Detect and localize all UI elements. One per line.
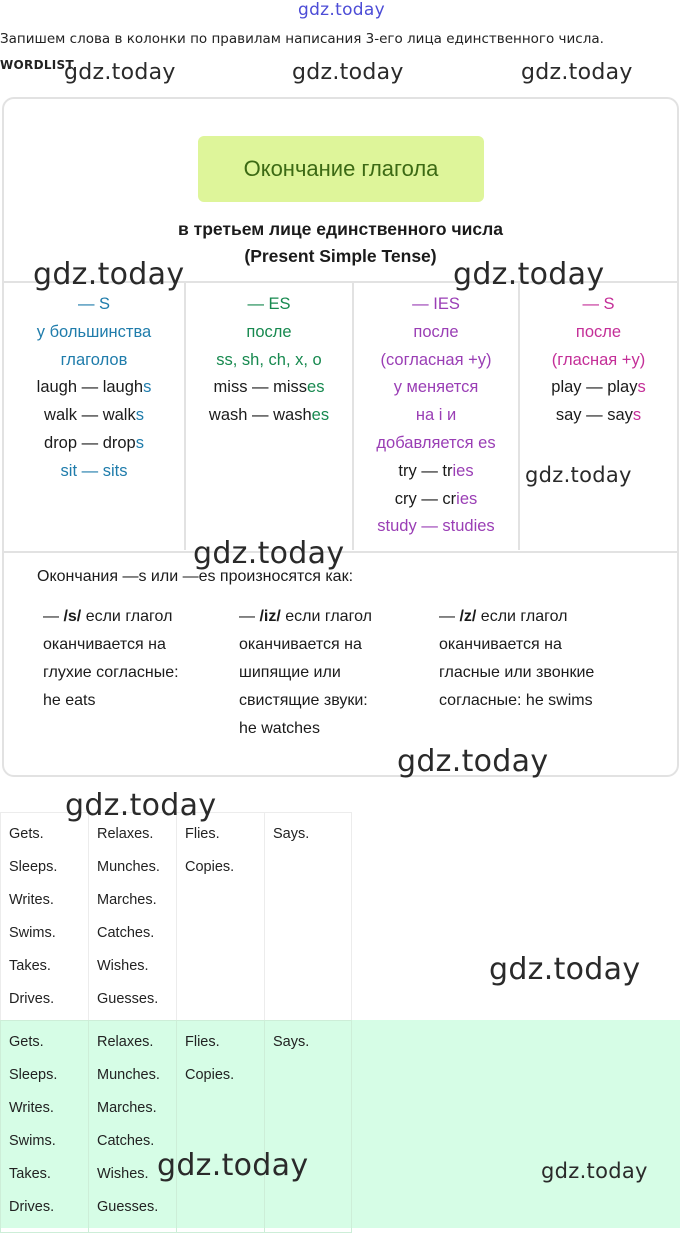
rule-text: s — [135, 406, 144, 425]
rule-text: (согласная +у) — [380, 350, 492, 369]
word-cell: Drives. — [9, 991, 55, 1007]
rule-text: walk — walk — [44, 406, 136, 425]
word-cell: Swims. — [9, 925, 56, 941]
rule-text: добавляется es — [376, 433, 496, 452]
pronunciation-heading: Окончания —s или —es произносятся как: — [37, 568, 354, 585]
word-table-answer — [0, 1020, 352, 1233]
word-cell: Writes. — [9, 892, 54, 908]
rule-text: study — studies — [377, 517, 495, 536]
word-cell: Copies. — [185, 1067, 235, 1083]
rule-line — [4, 430, 184, 458]
pronunciation-line: оканчивается на — [43, 636, 166, 653]
word-cell: Swims. — [9, 1133, 56, 1149]
rule-line — [354, 319, 518, 347]
word-column-ies — [177, 813, 265, 1025]
rule-line — [186, 402, 352, 430]
rule-line — [354, 486, 518, 514]
rule-line — [4, 458, 184, 486]
word-column-s — [1, 813, 89, 1025]
word-column-ies — [177, 1021, 265, 1233]
rule-text: на i и — [415, 406, 457, 425]
rule-line — [4, 402, 184, 430]
word-column-s — [1, 1021, 89, 1233]
rule-line — [186, 319, 352, 347]
word-column-s-vowel — [265, 1021, 352, 1233]
word-cell: Says. — [273, 1034, 310, 1050]
rule-text: es — [311, 406, 330, 425]
pronunciation-line: he watches — [239, 720, 320, 737]
rule-line — [354, 374, 518, 402]
rule-line — [354, 430, 518, 458]
rule-text: s — [135, 433, 144, 452]
rule-text: — S — [77, 295, 111, 313]
pronunciation-z — [439, 603, 594, 715]
pronunciation-s — [43, 603, 179, 715]
rule-text: laugh — laugh — [36, 378, 144, 397]
rule-line — [520, 291, 677, 319]
rule-line — [186, 347, 352, 375]
word-column-es — [89, 813, 177, 1025]
intro-text: Запишем слова в колонки по правилам написания 3-его лица единственного числа. — [0, 31, 604, 47]
word-cell: Marches. — [97, 1100, 157, 1116]
rule-text: say — say — [555, 406, 633, 425]
pronunciation-line: шипящие или — [239, 664, 341, 681]
wordlist-label: WORDLIST — [0, 58, 74, 72]
rule-text: глаголов — [60, 350, 128, 369]
rule-text: у меняется — [393, 378, 479, 397]
pronunciation-line: согласные: he swims — [439, 692, 593, 709]
word-cell: Flies. — [185, 826, 220, 842]
watermark: gdz.today — [525, 463, 632, 487]
rule-line — [520, 374, 677, 402]
word-cell: Gets. — [9, 1034, 44, 1050]
word-column-es — [89, 1021, 177, 1233]
rule-line — [186, 374, 352, 402]
word-cell: Copies. — [185, 859, 235, 875]
watermark: gdz.today — [292, 60, 404, 85]
rule-line — [354, 347, 518, 375]
pronunciation-line: — /s/ если глагол — [43, 608, 173, 625]
watermark: gdz.today — [64, 60, 176, 85]
rule-text: у большинства — [36, 322, 152, 341]
card-title: Окончание глагола — [198, 136, 484, 202]
word-cell: Guesses. — [97, 1199, 159, 1215]
rule-text: после — [413, 322, 459, 341]
rule-column-ies — [354, 291, 518, 541]
pronunciation-line: оканчивается на — [439, 636, 562, 653]
word-cell: Sleeps. — [9, 859, 58, 875]
rule-line — [520, 402, 677, 430]
rule-line — [354, 291, 518, 319]
card-subtitle-line1: в третьем лице единственного числа — [178, 219, 503, 239]
rule-line — [4, 347, 184, 375]
rule-text: — IES — [412, 295, 460, 313]
word-cell: Relaxes. — [97, 826, 154, 842]
rule-text: — S — [582, 295, 615, 313]
rule-line — [354, 402, 518, 430]
word-cell: Says. — [273, 826, 310, 842]
word-column-s-vowel — [265, 813, 352, 1025]
rule-text: s — [632, 406, 642, 425]
word-cell: Munches. — [97, 1067, 160, 1083]
rule-column-s-vowel — [520, 291, 677, 430]
word-cell: Wishes. — [97, 1166, 149, 1182]
watermark: gdz.today — [157, 1148, 309, 1183]
rules-card — [2, 97, 679, 777]
rule-column-es — [186, 291, 352, 430]
rule-text: play — play — [551, 378, 638, 397]
pronunciation-iz — [239, 603, 372, 743]
word-cell: Wishes. — [97, 958, 149, 974]
pronunciation-line: гласные или звонкие — [439, 664, 595, 681]
word-cell: Gets. — [9, 826, 44, 842]
watermark: gdz.today — [193, 536, 345, 571]
rule-text: cry — cr — [394, 489, 457, 508]
word-cell: Marches. — [97, 892, 157, 908]
word-cell: Takes. — [9, 1166, 51, 1182]
card-subtitle-line2: (Present Simple Tense) — [244, 246, 437, 266]
rule-text: — ES — [247, 295, 291, 313]
rule-text: s — [143, 378, 152, 397]
rule-column-s — [4, 291, 184, 486]
rule-text: после — [246, 322, 292, 341]
word-cell: Munches. — [97, 859, 160, 875]
rule-line — [4, 319, 184, 347]
rule-line — [4, 291, 184, 319]
watermark: gdz.today — [541, 1159, 648, 1183]
watermark: gdz.today — [521, 60, 633, 85]
rule-text: drop — drop — [44, 433, 136, 452]
word-cell: Sleeps. — [9, 1067, 58, 1083]
pronunciation-line: оканчивается на — [239, 636, 362, 653]
word-cell: Takes. — [9, 958, 51, 974]
rule-line — [186, 291, 352, 319]
pronunciation-line: — /z/ если глагол — [439, 608, 568, 625]
watermark: gdz.today — [65, 788, 217, 823]
rule-text: wash — wash — [208, 406, 312, 425]
rule-text: (гласная +у) — [551, 350, 646, 369]
word-cell: Flies. — [185, 1034, 220, 1050]
rule-text: ies — [456, 489, 478, 508]
rule-text: s — [637, 378, 646, 397]
rule-text: ss, sh, ch, x, o — [216, 350, 322, 369]
word-cell: Guesses. — [97, 991, 159, 1007]
pronunciation-line: глухие согласные: — [43, 664, 179, 681]
rule-text: try — tr — [398, 461, 453, 480]
watermark: gdz.today — [397, 744, 549, 779]
rule-line — [354, 513, 518, 541]
word-cell: Relaxes. — [97, 1034, 154, 1050]
rule-line — [4, 374, 184, 402]
word-table — [0, 812, 352, 1025]
word-cell: Catches. — [97, 925, 155, 941]
rule-text: es — [307, 378, 325, 397]
word-cell: Writes. — [9, 1100, 54, 1116]
pronunciation-line: he eats — [43, 692, 96, 709]
rule-line — [520, 319, 677, 347]
rule-text: после — [575, 322, 622, 341]
watermark-top: gdz.today — [298, 0, 385, 20]
rule-text: sit — sits — [60, 461, 128, 480]
pronunciation-line: свистящие звуки: — [239, 692, 368, 709]
watermark: gdz.today — [453, 257, 605, 292]
rule-text: ies — [452, 461, 474, 480]
pronunciation-line: — /iz/ если глагол — [239, 608, 372, 625]
watermark: gdz.today — [489, 952, 641, 987]
rule-text: miss — miss — [213, 378, 308, 397]
watermark: gdz.today — [33, 257, 185, 292]
word-cell: Catches. — [97, 1133, 155, 1149]
rule-line — [520, 347, 677, 375]
word-cell: Drives. — [9, 1199, 55, 1215]
rule-line — [354, 458, 518, 486]
